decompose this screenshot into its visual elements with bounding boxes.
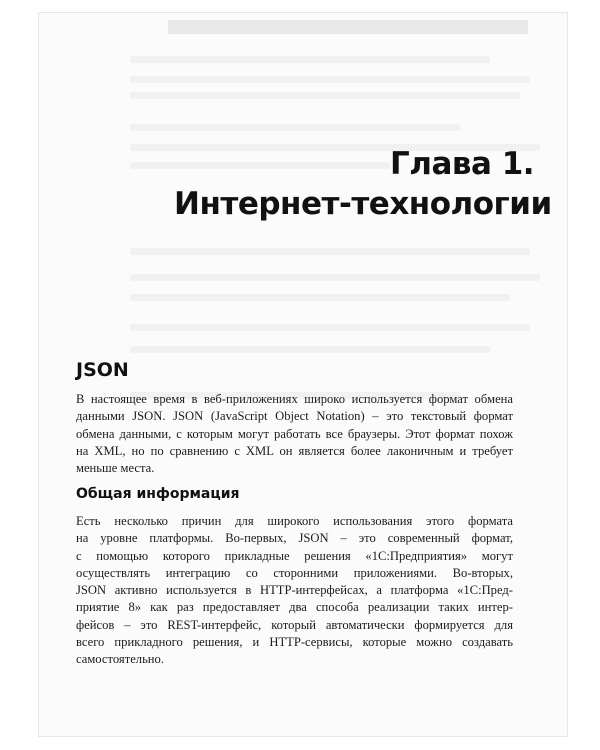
bleed-through-line [130,92,520,99]
bleed-through-line [130,324,530,331]
paragraph-line: осуществлять интеграцию со сторонними приложениями. Во-вторых, [76,565,513,580]
bleed-through-line [130,346,490,353]
bleed-through-line [130,56,490,63]
paragraph-line: самостоятельно. [76,652,164,667]
bleed-through-line [130,294,510,301]
paragraph-line: фейсов – это REST-интерфейс, который автоматически формируется для [76,617,513,632]
subsection-body-paragraph [76,513,513,669]
bleed-through-line [130,162,390,169]
paragraph-line: В настоящее время в веб-приложениях широко используется формат обмена [76,392,513,406]
bleed-through-line [130,274,540,281]
paragraph-line: обмена данными, с которым могут работать все браузеры. Этот формат похож [76,426,513,441]
chapter-title: Интернет-технологии [174,186,552,222]
chapter-number: Глава 1. [390,146,535,182]
bleed-through-line [130,124,460,131]
section-heading: JSON [76,359,129,381]
paragraph-line: на уровне платформы. Во-первых, JSON – это современный формат, [76,531,513,546]
paragraph-line: на XML, но по сравнению с XML он является более лаконичным и требует [76,443,513,458]
paragraph-line: меньше места. [76,461,155,476]
paragraph-line: JSON активно используется в HTTP-интерфейсах, а платформа «1С:Пред- [76,583,513,598]
paragraph-line: всего прикладного решения, и HTTP-сервисы, которые можно создавать [76,635,513,650]
bleed-through-line [130,248,530,255]
subsection-heading: Общая информация [76,486,240,502]
bleed-through-header [168,20,528,34]
bleed-through-line [130,76,530,83]
paragraph-line: данными JSON. JSON (JavaScript Object Notation) – это текстовый формат [76,409,513,424]
section-intro-paragraph [76,391,513,477]
paragraph-line: Есть несколько причин для широкого использования этого формата [76,514,513,528]
paragraph-line: приятие 8» как раз предоставляет два способа реализации таких интер- [76,600,513,615]
paragraph-line: с помощью которого прикладные решения «1С:Предприятия» могут [76,548,513,563]
